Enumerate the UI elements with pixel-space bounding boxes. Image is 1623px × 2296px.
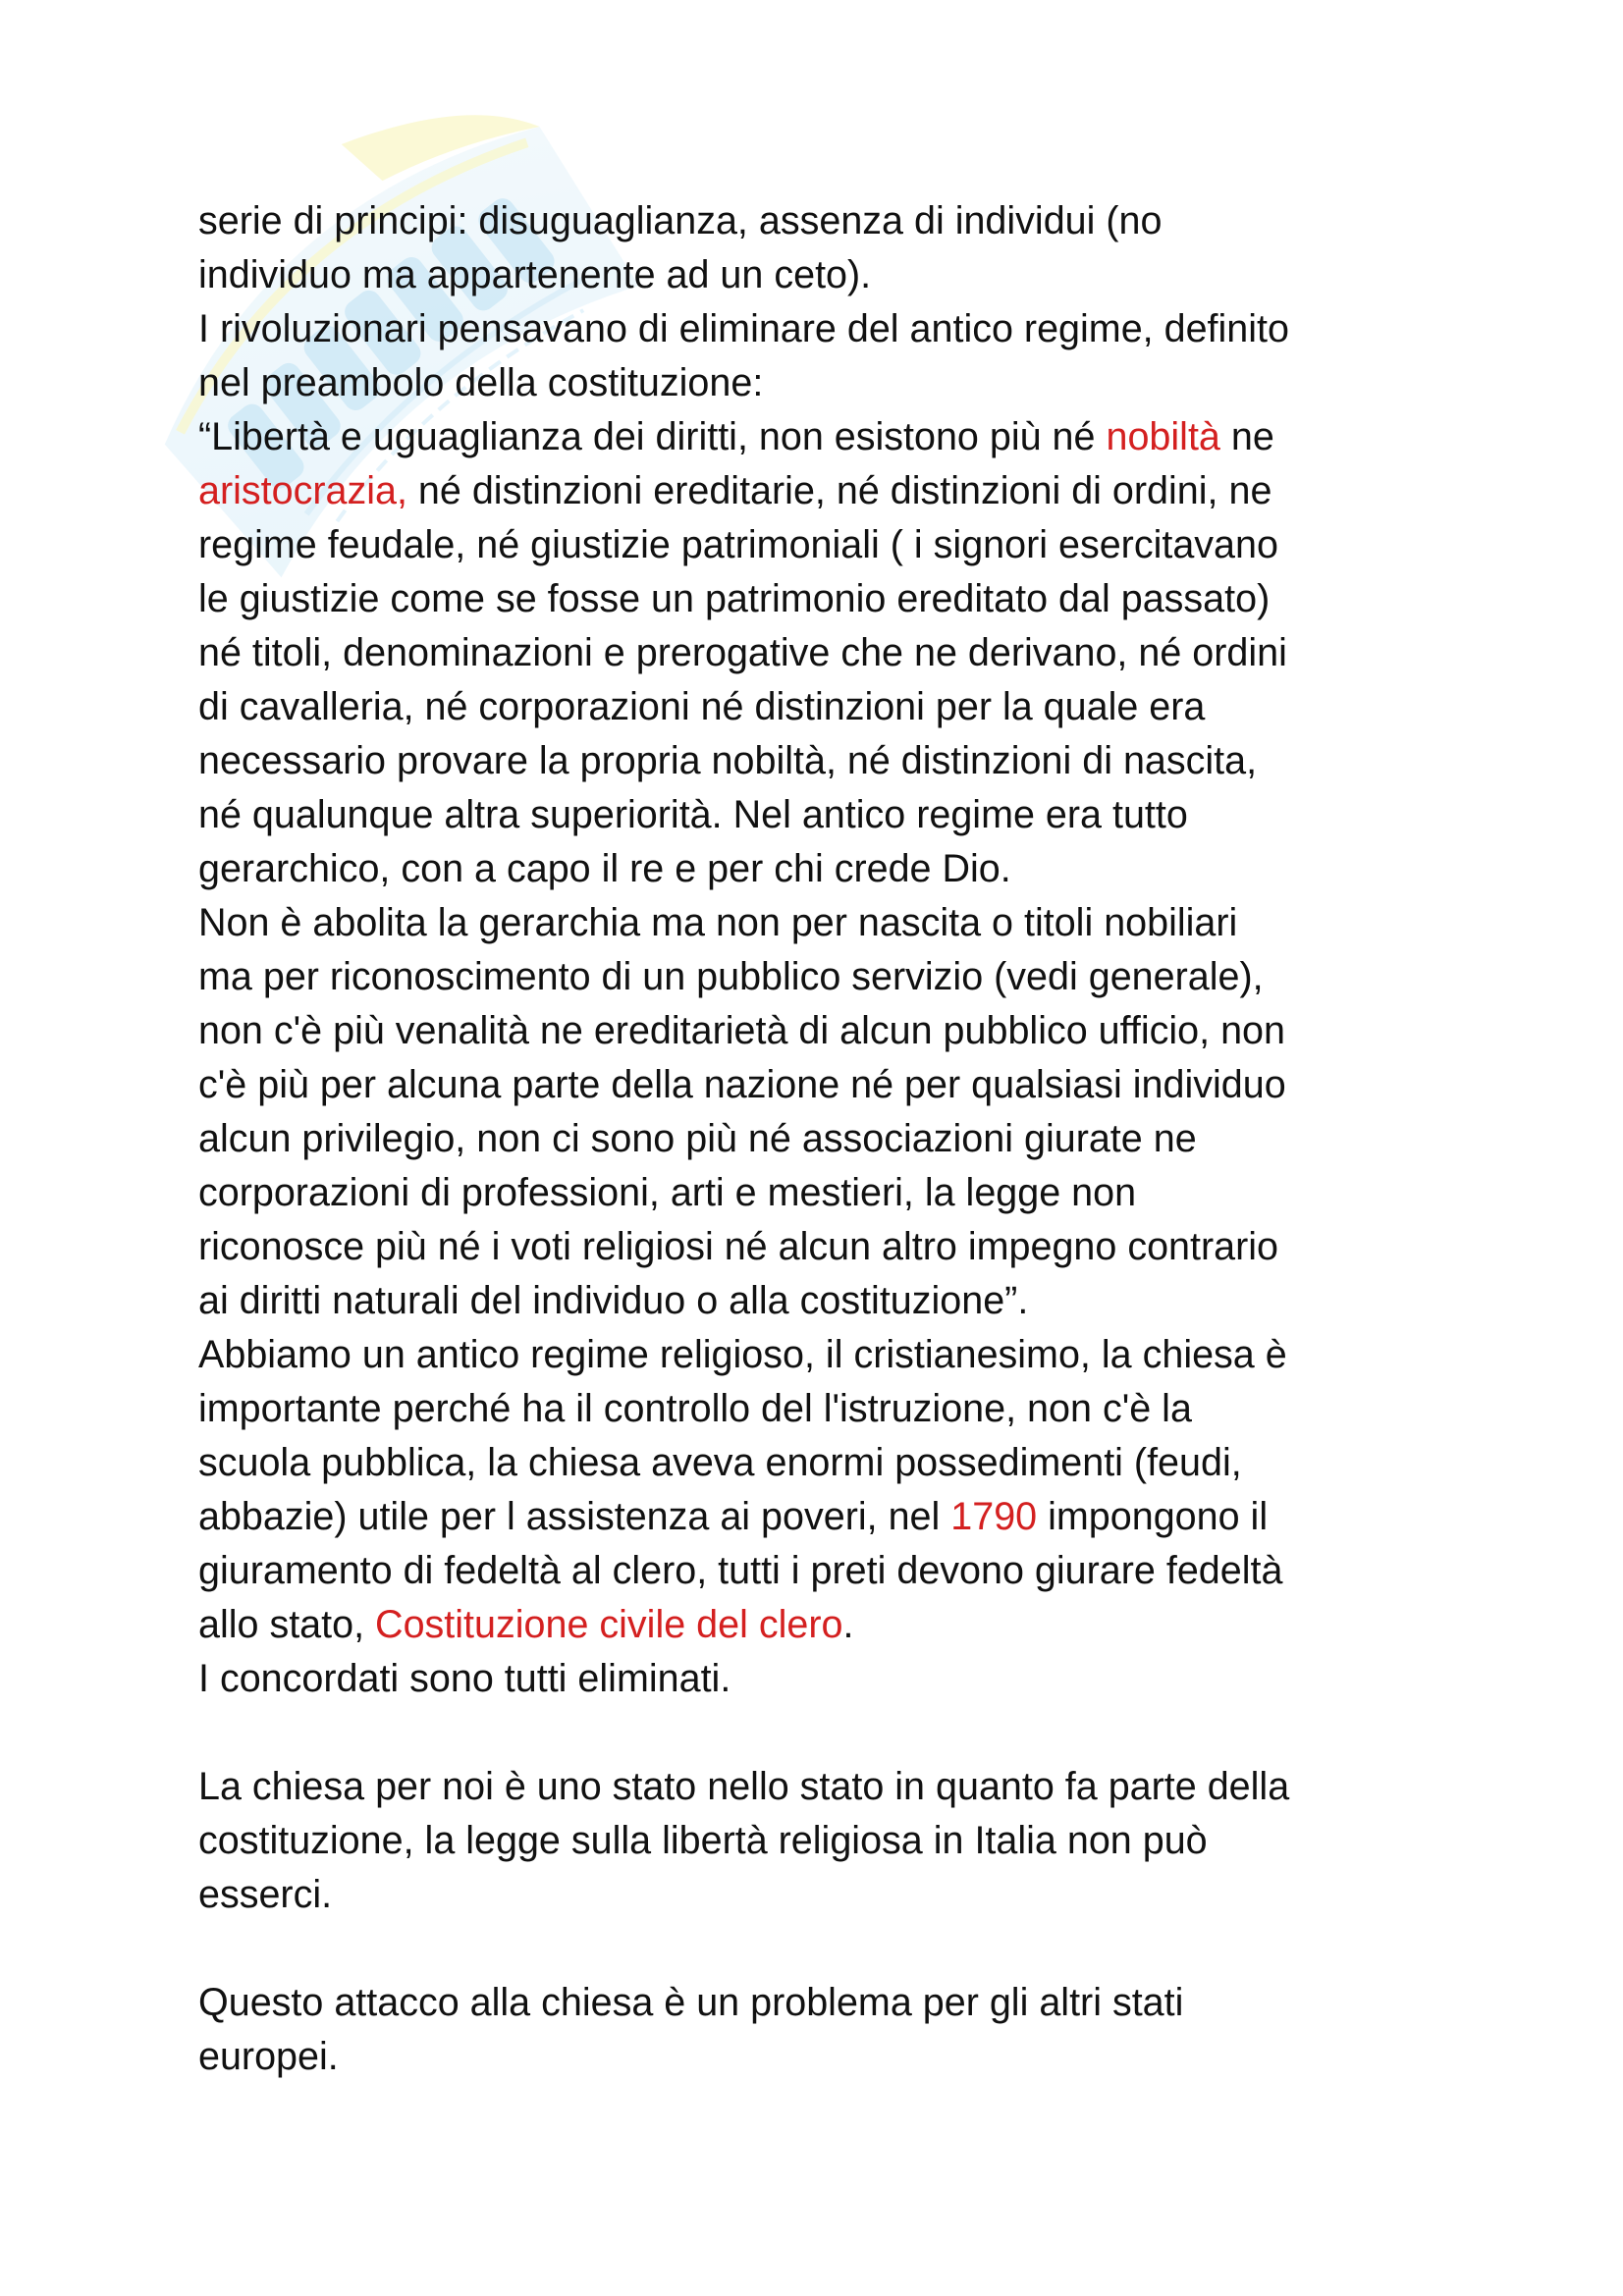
- text-run: necessario provare la propria nobiltà, né distinzioni di nascita,: [198, 739, 1258, 782]
- text-run: ai diritti naturali del individuo o alla costituzione”.: [198, 1279, 1029, 1322]
- text-line: [198, 1652, 1475, 1706]
- text-line: [198, 680, 1475, 734]
- text-run: né qualunque altra superiorità. Nel antico regime era tutto: [198, 793, 1188, 836]
- text-run: ma per riconoscimento di un pubblico servizio (vedi generale),: [198, 955, 1264, 998]
- text-line: [198, 842, 1475, 896]
- text-line: [198, 788, 1475, 842]
- text-line: [198, 1490, 1475, 1544]
- highlighted-term: 1790: [950, 1495, 1038, 1538]
- text-run: nel preambolo della costituzione:: [198, 361, 764, 404]
- text-run: allo stato,: [198, 1603, 376, 1646]
- text-run: europei.: [198, 2035, 339, 2078]
- text-line: [198, 572, 1475, 626]
- text-run: regime feudale, né giustizie patrimoniali ( i signori esercitavano: [198, 523, 1278, 566]
- text-line: [198, 1922, 1475, 1976]
- text-run: “Libertà e uguaglianza dei diritti, non esistono più né: [198, 415, 1107, 458]
- text-run: Questo attacco alla chiesa è un problema per gli altri stati: [198, 1981, 1184, 2024]
- text-line: [198, 1868, 1475, 1922]
- text-line: [198, 1004, 1475, 1058]
- text-run: serie di principi: disuguaglianza, assenza di individui (no: [198, 199, 1163, 242]
- highlighted-term: Costituzione civile del clero: [375, 1603, 843, 1646]
- text-line: [198, 1544, 1475, 1598]
- text-line: [198, 1166, 1475, 1220]
- text-run: abbazie) utile per l assistenza ai poveri, nel: [198, 1495, 951, 1538]
- highlighted-term: nobiltà: [1106, 415, 1220, 458]
- text-line: [198, 896, 1475, 950]
- text-line: [198, 626, 1475, 680]
- text-line: [198, 1058, 1475, 1112]
- text-run: importante perché ha il controllo del l'istruzione, non c'è la: [198, 1387, 1192, 1430]
- text-run: di cavalleria, né corporazioni né distinzioni per la quale era: [198, 685, 1206, 728]
- text-line: [198, 1328, 1475, 1382]
- text-line: [198, 1112, 1475, 1166]
- text-line: [198, 518, 1475, 572]
- document-body: [198, 194, 1475, 2084]
- text-line: [198, 734, 1475, 788]
- text-run: scuola pubblica, la chiesa aveva enormi possedimenti (feudi,: [198, 1441, 1242, 1484]
- text-line: [198, 1382, 1475, 1436]
- text-run: giuramento di fedeltà al clero, tutti i preti devono giurare fedeltà: [198, 1549, 1283, 1592]
- text-run: c'è più per alcuna parte della nazione né per qualsiasi individuo: [198, 1063, 1286, 1106]
- text-line: [198, 950, 1475, 1004]
- text-line: [198, 1274, 1475, 1328]
- text-run: .: [842, 1603, 854, 1646]
- text-run: I rivoluzionari pensavano di eliminare del antico regime, definito: [198, 307, 1289, 350]
- text-run: non c'è più venalità ne ereditarietà di alcun pubblico ufficio, non: [198, 1009, 1285, 1052]
- text-run: corporazioni di professioni, arti e mestieri, la legge non: [198, 1171, 1137, 1214]
- text-run: né distinzioni ereditarie, né distinzioni di ordini, ne: [406, 469, 1272, 512]
- text-run: gerarchico, con a capo il re e per chi crede Dio.: [198, 847, 1011, 890]
- text-line: [198, 410, 1475, 464]
- text-line: [198, 1598, 1475, 1652]
- text-line: [198, 194, 1475, 248]
- text-run: ne: [1219, 415, 1274, 458]
- text-line: [198, 1436, 1475, 1490]
- text-run: costituzione, la legge sulla libertà religiosa in Italia non può: [198, 1819, 1208, 1862]
- text-line: [198, 1706, 1475, 1760]
- text-run: riconosce più né i voti religiosi né alcun altro impegno contrario: [198, 1225, 1279, 1268]
- text-run: I concordati sono tutti eliminati.: [198, 1657, 731, 1700]
- text-run: né titoli, denominazioni e prerogative che ne derivano, né ordini: [198, 631, 1287, 674]
- text-line: [198, 302, 1475, 356]
- text-line: [198, 1976, 1475, 2030]
- text-line: [198, 1220, 1475, 1274]
- text-line: [198, 2030, 1475, 2084]
- text-run: La chiesa per noi è uno stato nello stato in quanto fa parte della: [198, 1765, 1290, 1808]
- text-run: alcun privilegio, non ci sono più né associazioni giurate ne: [198, 1117, 1197, 1160]
- text-line: [198, 1760, 1475, 1814]
- text-line: [198, 248, 1475, 302]
- text-run: impongono il: [1037, 1495, 1269, 1538]
- text-line: [198, 356, 1475, 410]
- text-line: [198, 464, 1475, 518]
- text-run: esserci.: [198, 1873, 333, 1916]
- text-run: Non è abolita la gerarchia ma non per nascita o titoli nobiliari: [198, 901, 1238, 944]
- text-line: [198, 1814, 1475, 1868]
- text-run: le giustizie come se fosse un patrimonio ereditato dal passato): [198, 577, 1271, 620]
- text-run: individuo ma appartenente ad un ceto).: [198, 253, 872, 296]
- highlighted-term: aristocrazia,: [198, 469, 407, 512]
- text-run: Abbiamo un antico regime religioso, il cristianesimo, la chiesa è: [198, 1333, 1287, 1376]
